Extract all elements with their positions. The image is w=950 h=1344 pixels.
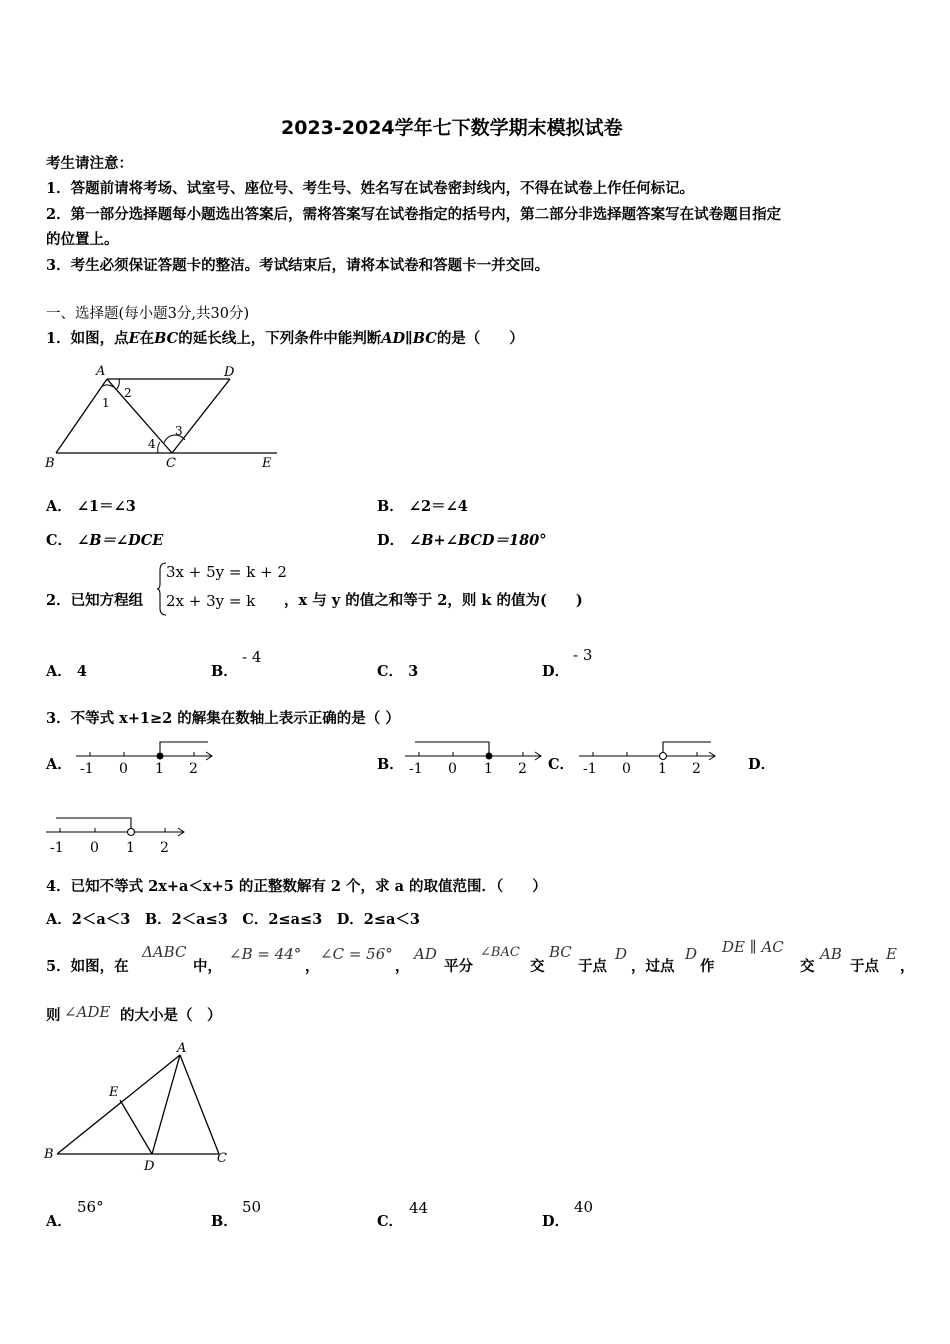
q5-line2-b: 的大小是（ ） (120, 1007, 222, 1024)
q3-a-tick-1: 1 (155, 761, 164, 777)
notice-item-2-cont: 的位置上。 (46, 231, 119, 248)
q5-text-6: ，过点 (631, 958, 675, 975)
q1-option-a-label: A． (46, 498, 72, 515)
q5-ad: AD (414, 945, 437, 963)
q1-option-d-text: ∠B+∠BCD＝180° (409, 532, 547, 549)
q1-stem-a: 1．如图，点 (46, 330, 129, 347)
q1-stem-d: 的是（ ） (436, 330, 524, 347)
q5-option-b-label: B． (211, 1213, 238, 1230)
q1-fig-label-e: E (262, 456, 272, 471)
q1-parallelogram-figure (40, 360, 285, 475)
q5-point-e: E (886, 945, 897, 963)
q3-b-tick-1: 1 (484, 761, 493, 777)
q1-option-a (46, 495, 136, 516)
q5-text-1: 5．如图，在 (46, 958, 129, 975)
q2-stem-a: 2．已知方程组 (46, 592, 144, 609)
q5-angle-bac: ∠BAC (480, 945, 520, 960)
q3-option-a-label: A． (46, 756, 72, 773)
q5-point-d-2: D (685, 945, 698, 963)
q5-angle-ade: ∠ADE (64, 1003, 111, 1021)
q5-ab: AB (820, 945, 842, 963)
q1-stem-b: 在 (139, 330, 155, 347)
q1-option-c (46, 529, 163, 550)
q2-option-c-label: C． (377, 663, 404, 680)
q3-a-tick-2: 2 (189, 761, 198, 777)
q5-line2-a: 则 (46, 1007, 61, 1024)
q1-ad-parallel-bc: AD∥BC (381, 330, 437, 347)
q1-option-b-text: ∠2＝∠4 (408, 498, 468, 515)
q5-point-d: D (615, 945, 628, 963)
q3-c-tick-1: 1 (658, 761, 667, 777)
section-heading: 一、选择题(每小题3分,共30分) (46, 306, 250, 322)
q5-triangle-abc: ΔABC (142, 943, 187, 961)
q5-text-3: 平分 (444, 958, 473, 975)
q3-option-d-label: D． (748, 756, 776, 773)
q3-d-tick-0: 0 (90, 840, 99, 856)
q1-option-c-text: ∠B＝∠DCE (77, 532, 164, 549)
q5-bc: BC (549, 943, 572, 961)
notice-item-2: 2．第一部分选择题每小题选出答案后，需将答案写在试卷指定的括号内，第二部分非选择题答案写在试卷题目指定 (46, 206, 782, 223)
q5-fig-label-d: D (144, 1159, 155, 1174)
q1-fig-angle-2: 2 (124, 386, 132, 400)
q3-d-tick-2: 2 (160, 840, 169, 856)
q2-option-c (377, 660, 418, 681)
q1-fig-label-d: D (224, 365, 235, 380)
q3-d-tick-1: 1 (126, 840, 135, 856)
q1-stem-c: 的延长线上，下列条件中能判断 (178, 330, 382, 347)
q5-fig-label-b: B (44, 1147, 54, 1162)
q1-fig-angle-3: 3 (175, 424, 183, 438)
q5-fig-label-c: C (217, 1151, 227, 1166)
q5-comma-2: ， (395, 958, 410, 975)
q3-option-c-numberline (577, 738, 719, 778)
page-title: 2023-2024学年七下数学期末模拟试卷 (281, 117, 623, 139)
q3-c-tick-0: 0 (622, 761, 631, 777)
q3-b-tick-2: 2 (518, 761, 527, 777)
q3-d-tick-neg1: -1 (50, 840, 64, 856)
q2-option-a-label: A． (46, 663, 72, 680)
q5-option-b-text: 50 (242, 1198, 262, 1216)
q5-option-a-label: A． (46, 1213, 72, 1230)
q3-option-b-label: B． (377, 756, 404, 773)
q3-option-c-label: C． (548, 756, 575, 773)
q5-text-4: 交 (530, 958, 545, 975)
q2-option-a (46, 660, 87, 681)
q2-equation-2: 2x + 3y = k (166, 592, 256, 610)
q2-equation-1: 3x + 5y = k + 2 (166, 563, 287, 581)
q1-fig-label-c: C (166, 456, 176, 471)
q5-option-c-label: C． (377, 1213, 404, 1230)
q2-stem-b: ，x 与 y 的值之和等于 2，则 k 的值为( ) (284, 592, 583, 609)
q1-fig-angle-4: 4 (148, 437, 156, 451)
q5-comma-1: ， (305, 958, 320, 975)
q2-option-b-label: B． (211, 663, 238, 680)
q5-de-parallel-ac: DE ∥ AC (722, 938, 784, 956)
q1-option-b (377, 495, 468, 516)
q5-angle-b: ∠B = 44° (229, 945, 302, 963)
q5-text-8: 交 (800, 958, 815, 975)
q5-option-d-text: 40 (574, 1198, 594, 1216)
notice-heading: 考生请注意： (46, 155, 133, 172)
q1-option-d-label: D． (377, 532, 405, 549)
q5-text-10: ， (900, 958, 915, 975)
q5-text-9: 于点 (850, 958, 879, 975)
q5-angle-c: ∠C = 56° (320, 945, 393, 963)
q2-option-d-text: - 3 (573, 646, 593, 664)
notice-item-1: 1．答题前请将考场、试室号、座位号、考生号、姓名写在试卷密封线内，不得在试卷上作任何标记。 (46, 180, 695, 197)
q5-text-5: 于点 (578, 958, 607, 975)
q3-stem: 3．不等式 x+1≥2 的解集在数轴上表示正确的是（ ） (46, 710, 400, 727)
q2-option-c-text: 3 (408, 663, 419, 680)
notice-item-3: 3．考生必须保证答题卡的整洁。考试结束后，请将本试卷和答题卡一并交回。 (46, 257, 550, 274)
q1-option-d (377, 529, 547, 550)
q1-option-b-label: B． (377, 498, 404, 515)
q2-option-b-text: - 4 (242, 648, 262, 666)
q1-bc: BC (154, 330, 179, 347)
q5-option-a-text: 56° (77, 1198, 104, 1216)
q3-option-a-numberline (74, 738, 216, 778)
q3-option-d-numberline (44, 812, 190, 856)
q4-options: A．2＜a＜3 B．2＜a≤3 C．2≤a≤3 D．2≤a＜3 (46, 911, 421, 928)
q1-fig-angle-1: 1 (102, 396, 110, 410)
q1-stem (46, 327, 524, 348)
q3-b-tick-0: 0 (448, 761, 457, 777)
q3-a-tick-neg1: -1 (80, 761, 94, 777)
q1-fig-label-a: A (96, 364, 106, 379)
q2-option-a-text: 4 (76, 663, 87, 680)
q3-option-b-numberline (403, 738, 545, 778)
q1-option-c-label: C． (46, 532, 73, 549)
q1-point-e: E (128, 330, 140, 347)
q5-text-2: 中， (193, 958, 222, 975)
q3-a-tick-0: 0 (119, 761, 128, 777)
q1-option-a-text: ∠1＝∠3 (76, 498, 136, 515)
q5-triangle-figure (40, 1038, 240, 1174)
q5-option-c-text: 44 (409, 1199, 429, 1217)
q5-fig-label-a: A (177, 1041, 187, 1056)
q4-stem: 4．已知不等式 2x+a＜x+5 的正整数解有 2 个，求 a 的取值范围．（ ） (46, 878, 547, 895)
q1-fig-label-b: B (45, 456, 55, 471)
q3-c-tick-neg1: -1 (583, 761, 597, 777)
q5-fig-label-e: E (109, 1085, 119, 1100)
q5-option-d-label: D． (542, 1213, 570, 1230)
q5-text-7: 作 (700, 958, 715, 975)
q2-option-d-label: D． (542, 663, 570, 680)
q3-c-tick-2: 2 (692, 761, 701, 777)
q3-b-tick-neg1: -1 (409, 761, 423, 777)
